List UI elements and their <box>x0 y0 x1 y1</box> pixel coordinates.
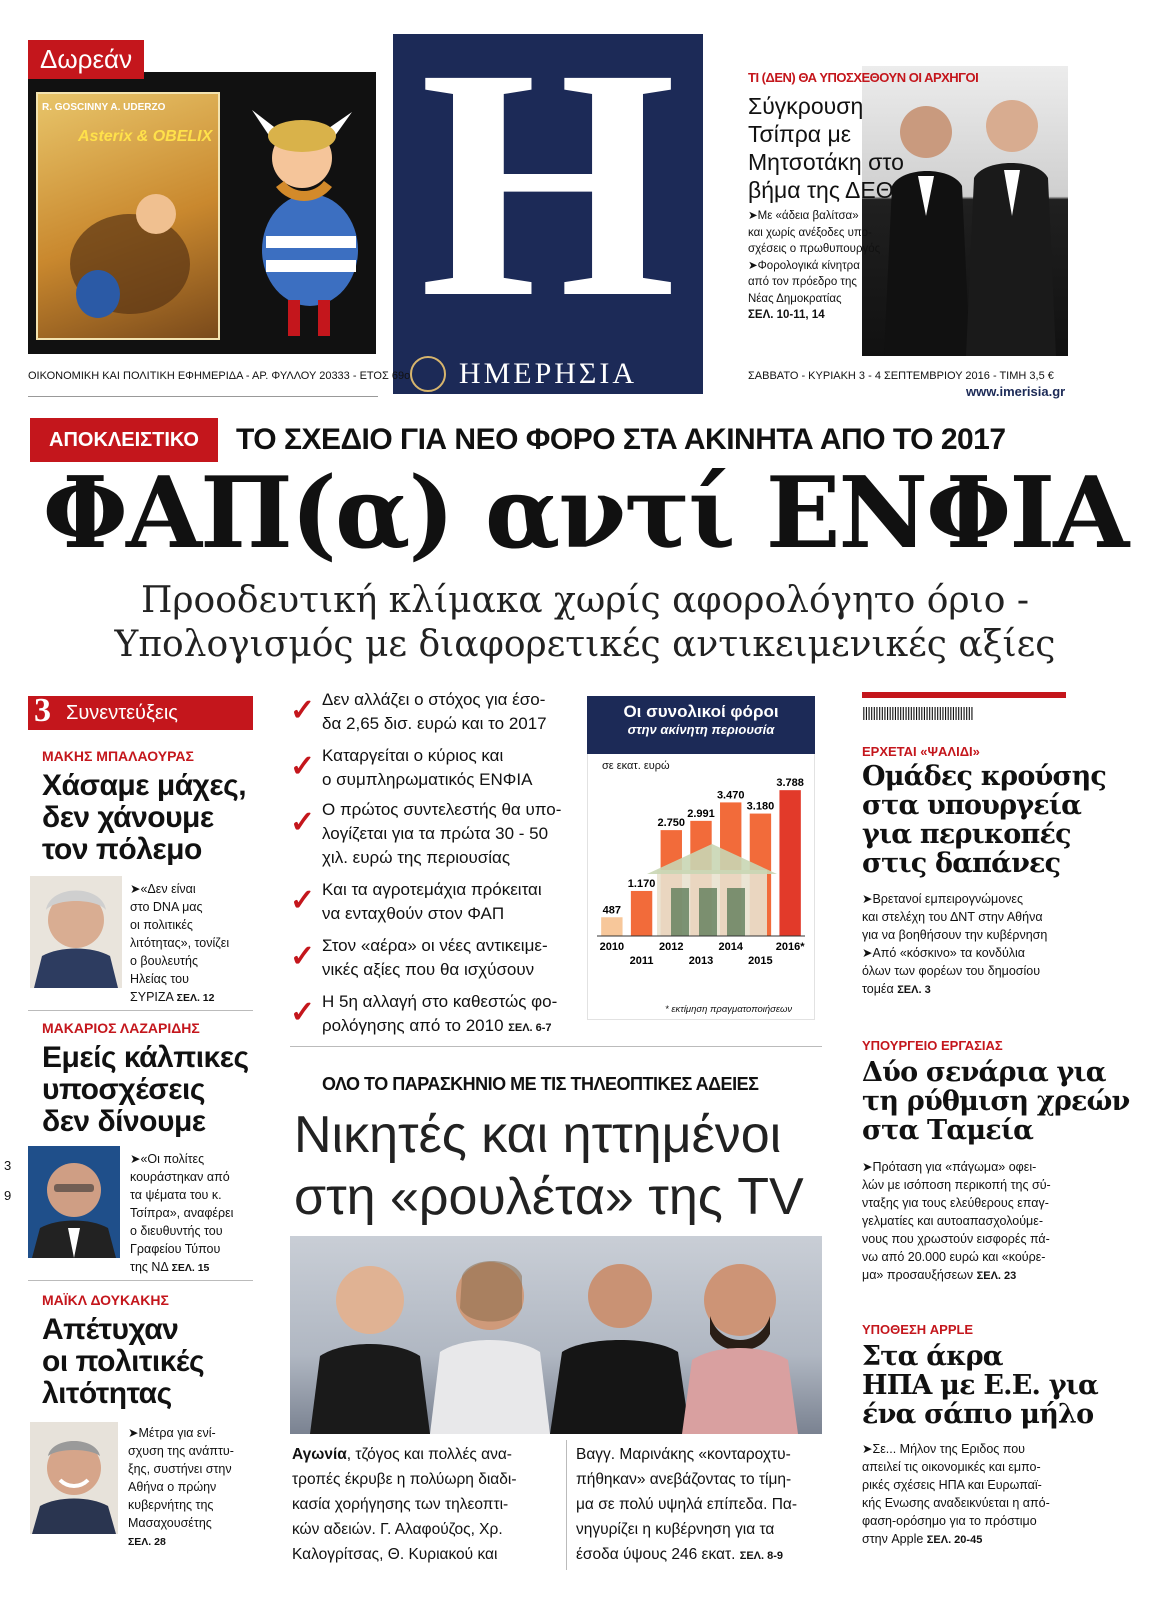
chart-footnote: * εκτίμηση πραγματοποιήσεων <box>665 1004 793 1015</box>
right-story-2-text-line: νω από 20.000 ευρώ και «κούρε- <box>862 1250 1046 1264</box>
right-story-2-text-line: νταξης για τους ελεύθερους επαγ- <box>862 1196 1049 1210</box>
top-story-summary-line: ➤Φορολογικά κίνητρα <box>748 259 860 272</box>
masthead-dateline: ΣΑΒΒΑΤΟ - ΚΥΡΙΑΚΗ 3 - 4 ΣΕΠΤΕΜΒΡΙΟΥ 2016 - ΤΙΜΗ 3,5 € <box>748 370 1054 382</box>
exclusive-badge: ΑΠΟΚΛΕΙΣΤΙΚΟ <box>30 418 218 462</box>
interview-3-portrait <box>30 1422 118 1534</box>
chart-title: Οι συνολικοί φόροι <box>623 702 779 721</box>
checkmark-icon: ✓ <box>290 806 316 839</box>
bullet-6 <box>322 990 557 1040</box>
right-column-rule <box>862 692 1066 698</box>
checkmark-icon: ✓ <box>290 996 316 1029</box>
right-story-3-title-line: ΗΠΑ με Ε.Ε. για <box>862 1370 1098 1401</box>
bullet-line: Στον «αέρα» οι νέες αντικειμε- <box>322 936 548 955</box>
lead-overline: ΤΟ ΣΧΕΔΙΟ ΓΙΑ ΝΕΟ ΦΟΡΟ ΣΤΑ ΑΚΙΝΗΤΑ ΑΠΟ ΤΟ 2017 <box>236 423 1006 456</box>
interview-1-quote-line: ο βουλευτής <box>130 954 198 968</box>
right-story-2-text-line: μα» προσαυξήσεων <box>862 1268 974 1282</box>
tv-story-divider <box>290 1046 822 1047</box>
right-story-2-title-line: στα Ταμεία <box>862 1115 1034 1146</box>
interview-3-quote-line: ξης, συστήνει στην <box>128 1462 232 1476</box>
interview-1-quote <box>130 880 229 1007</box>
interview-2-quote-line: τα ψέματα του κ. <box>130 1188 222 1202</box>
book-authors: R. GOSCINNY A. UDERZO <box>42 102 166 113</box>
checkmark-icon: ✓ <box>290 940 316 973</box>
masthead-title: ΗΜΕΡΗΣΙΑ <box>458 357 638 390</box>
right-story-3-kicker: ΥΠΟΘΕΣΗ APPLE <box>862 1322 974 1337</box>
bullet-5 <box>322 934 548 982</box>
interview-2-title-line: Εμείς κάλπικες <box>42 1041 249 1074</box>
interview-1-quote-line: ΣΥΡΙΖΑ <box>130 990 174 1004</box>
tv-story-line: Καλογρίτσας, Θ. Κυριακού και <box>292 1546 498 1563</box>
tv-story-col-1 <box>292 1442 554 1567</box>
right-story-3-title-line: Στα άκρα <box>862 1341 1003 1372</box>
checkmark-icon: ✓ <box>290 884 316 917</box>
right-story-2-text-line: ➤Πρόταση για «πάγωμα» οφει- <box>862 1160 1037 1174</box>
right-story-1-title-line: στις δαπάνες <box>862 848 1061 879</box>
interview-3-quote-line: Αθήνα ο πρώην <box>128 1480 217 1494</box>
top-story-title-line: βήμα της ΔΕΘ <box>748 177 894 203</box>
tv-story-line: τροπές έκρυβε η πολύωρη διαδι- <box>292 1471 517 1488</box>
tv-owners-figures <box>290 1236 822 1434</box>
interview-2-quote-line: κουράστηκαν από <box>130 1170 230 1184</box>
right-story-1-title-line: Ομάδες κρούσης <box>862 761 1107 792</box>
top-story-kicker: ΤΙ (ΔΕΝ) ΘΑ ΥΠΟΣΧΕΘΟΥΝ ΟΙ ΑΡΧΗΓΟΙ <box>748 70 979 85</box>
interview-2-quote-line: Γραφείου Τύπου <box>130 1242 221 1256</box>
bullet-3 <box>322 798 561 870</box>
chart-category-label: 2011 <box>629 955 654 967</box>
interview-1-quote-line: λιτότητας», τονίζει <box>130 936 230 950</box>
chart-value-label: 3.788 <box>776 777 804 790</box>
tv-story-line: , τζόγος και πολλές ανα- <box>346 1446 512 1463</box>
bullet-line: ρολόγησης από το 2010 <box>322 1016 504 1035</box>
interview-3-name: ΜΑΪΚΛ ΔΟΥΚΑΚΗΣ <box>42 1292 169 1308</box>
right-story-1-text-line: όλων των φορέων του δημοσίου <box>862 964 1041 978</box>
chart-value-label: 487 <box>602 904 622 917</box>
interview-1-title-line: Χάσαμε μάχες, <box>42 769 247 802</box>
interview-2-name: ΜΑΚΑΡΙΟΣ ΛΑΖΑΡΙΔΗΣ <box>42 1020 200 1036</box>
interview-1-title-line: τον πόλεμο <box>42 833 202 866</box>
right-story-3-text-line: ρικές σχέσεις ΗΠΑ και Ευρωπαϊ- <box>862 1478 1042 1492</box>
right-story-3-text-line: στην Apple <box>862 1532 924 1546</box>
interview-2-pages[interactable]: ΣΕΛ. 15 <box>171 1262 210 1274</box>
bullet-line: Καταργείται ο κύριος και <box>322 746 504 765</box>
lead-headline[interactable]: ΦΑΠ(α) αντί ΕΝΦΙΑ <box>42 456 1128 571</box>
interview-2-title-line: υποσχέσεις <box>42 1073 205 1106</box>
interview-1-title-line: δεν χάνουμε <box>42 801 214 834</box>
right-story-1-title-line: στα υπουργεία <box>862 790 1082 821</box>
bullet-line: Η 5η αλλαγή στο καθεστώς φο- <box>322 992 558 1011</box>
right-story-1-text-line: και στελέχη του ΔΝΤ στην Αθήνα <box>862 910 1043 924</box>
interviews-count: 3 <box>34 692 51 729</box>
chart-category-label: 2015 <box>748 955 773 967</box>
right-story-3-title-line: ένα σάπιο μήλο <box>862 1399 1094 1430</box>
bullet-line: Και τα αγροτεμάχια πρόκειται <box>322 880 542 899</box>
interview-2-quote-line: Τσίπρα», αναφέρει <box>130 1206 234 1220</box>
interview-2-title[interactable] <box>42 1042 249 1138</box>
interview-2-portrait <box>28 1146 120 1258</box>
book-series-logo: Asterix & OBELIX <box>78 128 213 145</box>
tv-story-line: έσοδα ύψους 246 εκατ. <box>576 1546 736 1563</box>
bullet-line: Ο πρώτος συντελεστής θα υπο- <box>322 800 562 819</box>
promo-free-badge: Δωρεάν <box>28 40 144 79</box>
checkmark-icon: ✓ <box>290 694 316 727</box>
interview-1-portrait <box>30 876 122 988</box>
right-story-1-kicker: ΕΡΧΕΤΑΙ «ΨΑΛΙΔΙ» <box>862 744 980 759</box>
right-story-2-kicker: ΥΠΟΥΡΓΕΙΟ ΕΡΓΑΣΙΑΣ <box>862 1038 1003 1053</box>
tv-story-kicker: ΟΛΟ ΤΟ ΠΑΡΑΣΚΗΝΙΟ ΜΕ ΤΙΣ ΤΗΛΕΟΠΤΙΚΕΣ ΑΔΕΙΕΣ <box>322 1074 759 1094</box>
right-story-2-text-line: νους που χρωστούν εισφορές πά- <box>862 1232 1050 1246</box>
top-story-summary-line: και χωρίς ανέξοδες υπο- <box>748 226 872 239</box>
bullet-line: χιλ. ευρώ της περιουσίας <box>322 848 511 867</box>
tv-story-line: Βαγγ. Μαρινάκης «κονταροχτυ- <box>576 1446 791 1463</box>
bullet-line: δα 2,65 δισ. ευρώ και το 2017 <box>322 714 547 733</box>
top-story-title-line: Μητσοτάκη στο <box>748 149 904 175</box>
tv-story-title[interactable] <box>294 1104 804 1228</box>
chart-value-label: 2.991 <box>687 807 715 820</box>
masthead-logo-letter: Η <box>419 1 677 366</box>
bullet-line: να ενταχθούν στον ΦΑΠ <box>322 904 505 923</box>
tv-story-col-2 <box>576 1442 826 1569</box>
masthead-divider-left <box>28 396 378 397</box>
interviews-divider <box>28 1010 253 1011</box>
right-story-3-pages[interactable]: ΣΕΛ. 20-45 <box>926 1534 983 1546</box>
bullet-line: λογίζεται για τα πρώτα 30 - 50 <box>322 824 549 843</box>
tv-story-column-rule <box>566 1440 567 1570</box>
right-story-1-title[interactable] <box>862 762 1106 878</box>
right-story-1-text-line: ➤Βρετανοί εμπειρογνώμονες <box>862 892 1024 906</box>
chart-bar <box>631 891 652 936</box>
interview-3-pages[interactable]: ΣΕΛ. 28 <box>128 1536 166 1548</box>
top-story-summary-line: Νέας Δημοκρατίας <box>748 292 842 305</box>
top-story-title[interactable] <box>748 92 904 204</box>
bullet-2 <box>322 744 532 792</box>
bullet-1 <box>322 688 547 736</box>
chart-value-label: 2.750 <box>657 817 686 830</box>
bullet-4 <box>322 878 542 926</box>
bullet-6-pages[interactable]: ΣΕΛ. 6-7 <box>508 1022 552 1034</box>
asterix-book-cover <box>36 92 220 340</box>
interview-3-title-line: λιτότητας <box>42 1377 172 1410</box>
bullet-line: νικές αξίες που θα ισχύσουν <box>322 960 535 979</box>
right-story-3-text-line: απειλεί τις οικονομικές και εμπο- <box>862 1460 1041 1474</box>
right-story-1-pages[interactable]: ΣΕΛ. 3 <box>897 984 931 996</box>
masthead-tagline: ΟΙΚΟΝΟΜΙΚΗ ΚΑΙ ΠΟΛΙΤΙΚΗ ΕΦΗΜΕΡΙΔΑ - ΑΡ. ΦΥΛΛΟΥ 20333 - ΕΤΟΣ 69ο <box>28 370 411 382</box>
interview-3-title-line: Απέτυχαν <box>42 1313 179 1346</box>
tv-story-line: νηγυρίζει η κυβέρνηση για τα <box>576 1521 775 1538</box>
right-story-3-title[interactable] <box>862 1342 1098 1429</box>
interview-2-quote <box>130 1150 233 1277</box>
tv-story-line: κασία χορήγησης των τηλεοπτι- <box>292 1496 509 1513</box>
chart-value-label: 1.170 <box>627 877 656 890</box>
tax-chart-header <box>587 696 815 754</box>
interview-1-name: ΜΑΚΗΣ ΜΠΑΛΑΟΥΡΑΣ <box>42 748 194 764</box>
interview-3-quote-line: σχυση της ανάπτυ- <box>128 1444 234 1458</box>
tv-story-lead-word: Αγωνία <box>292 1446 347 1463</box>
right-story-1-title-line: για περικοπές <box>862 819 1071 850</box>
top-story-title-line: Σύγκρουση <box>748 93 864 119</box>
bullet-line: ο συμπληρωματικός ΕΝΦΙΑ <box>322 770 533 789</box>
lead-subhead-1: Προοδευτική κλίμακα χωρίς αφορολόγητο όριο - <box>141 580 1029 621</box>
top-story-title-line: Τσίπρα με <box>748 121 851 147</box>
interview-2-quote-line: ➤«Οι πολίτες <box>130 1152 205 1166</box>
chart-category-label: 2012 <box>659 941 684 953</box>
tv-owners-photo <box>290 1236 822 1434</box>
right-story-3-text-line: φαση-ορόσημο για το πρόστιμο <box>862 1514 1037 1528</box>
interview-1-title[interactable] <box>42 770 246 866</box>
tv-story-pages[interactable]: ΣΕΛ. 8-9 <box>739 1550 784 1562</box>
interviews-header <box>28 692 253 730</box>
top-story-summary-line: από τον πρόεδρο της <box>748 276 857 288</box>
interview-1-quote-line: οι πολιτικές <box>130 918 193 932</box>
chart-value-label: 3.470 <box>716 789 745 802</box>
right-story-2-title[interactable] <box>862 1058 1129 1145</box>
tv-story-title-line: στη «ρουλέτα» της TV <box>294 1168 804 1226</box>
right-story-1-text-line: για να βοηθήσουν την κυβέρνηση <box>862 928 1048 942</box>
edge-mark: 9 <box>4 1188 12 1203</box>
tv-story-line: πήθηκαν» ανεβάζοντας το τίμη- <box>576 1471 792 1488</box>
interview-3-quote-line: Μασαχουσέτης <box>128 1516 212 1530</box>
interviews-divider <box>28 1280 253 1281</box>
right-story-1-text-line: τομέα <box>862 982 894 996</box>
chart-category-label: 2010 <box>599 941 625 953</box>
chart-subtitle: στην ακίνητη περιουσία <box>627 722 775 737</box>
top-story-summary <box>748 208 880 324</box>
lead-subhead-2: Υπολογισμός με διαφορετικές αντικειμενικές αξίες <box>114 624 1056 665</box>
right-story-2-text-line: γελματίες και αυτοαπασχολούμε- <box>862 1214 1043 1228</box>
right-story-3-text <box>862 1440 1050 1549</box>
right-story-3-text-line: ➤Σε... Μήλον της Εριδος που <box>862 1442 1026 1456</box>
right-story-1-text <box>862 890 1047 999</box>
interview-3-quote <box>128 1424 234 1551</box>
right-story-2-title-line: τη ρύθμιση χρεών <box>862 1086 1130 1117</box>
interview-2-quote-line: της ΝΔ <box>130 1260 169 1274</box>
chart-category-label: 2016* <box>775 941 805 953</box>
chart-category-label: 2013 <box>688 955 714 967</box>
interview-2-quote-line: ο διευθυντής του <box>130 1224 223 1238</box>
interview-3-title[interactable] <box>42 1314 204 1410</box>
checkmark-icon: ✓ <box>290 750 316 783</box>
chart-category-label: 2014 <box>718 941 743 953</box>
interview-1-pages[interactable]: ΣΕΛ. 12 <box>176 992 215 1004</box>
chart-ylabel: σε εκατ. ευρώ <box>602 760 670 772</box>
right-story-1-text-line: ➤Από «κόσκινο» τα κονδύλια <box>862 946 1026 960</box>
right-story-3-text-line: κής Ενωσης αναδεικνύεται η από- <box>862 1496 1050 1510</box>
interview-3-quote-line: ➤Μέτρα για ενί- <box>128 1426 216 1440</box>
interviews-label: Συνεντεύξεις <box>66 702 178 724</box>
chart-value-label: 3.180 <box>746 800 775 813</box>
masthead-website-link[interactable]: www.imerisia.gr <box>966 384 1066 399</box>
interview-1-quote-line: ➤«Δεν είναι <box>130 882 196 896</box>
tv-story-line: μα σε πολύ υψηλά επίπεδα. Πα- <box>576 1496 798 1513</box>
right-story-2-title-line: Δύο σενάρια για <box>862 1057 1106 1088</box>
interview-2-title-line: δεν δίνουμε <box>42 1105 206 1138</box>
bullet-line: Δεν αλλάζει ο στόχος για έσο- <box>322 690 546 709</box>
chart-plot <box>587 770 815 1020</box>
book-illustration <box>38 94 222 342</box>
obelix-figure <box>232 100 372 340</box>
right-story-2-text <box>862 1158 1051 1285</box>
interview-1-quote-line: Ηλείας του <box>130 972 189 986</box>
chart-bar <box>779 790 800 936</box>
tv-story-title-line: Νικητές και ηττημένοι <box>294 1106 782 1164</box>
barcode: |||||||||||||||||||||||||||||||||||||||||| <box>862 704 973 720</box>
chart-bar <box>601 917 622 936</box>
interview-1-quote-line: στο DNA μας <box>130 900 203 914</box>
top-story-summary-line: ➤Με «άδεια βαλίτσα» <box>748 210 859 222</box>
edge-mark: 3 <box>4 1158 12 1173</box>
interview-3-quote-line: κυβερνήτης της <box>128 1498 214 1512</box>
right-story-2-pages[interactable]: ΣΕΛ. 23 <box>976 1270 1017 1282</box>
top-story-pages[interactable]: ΣΕΛ. 10-11, 14 <box>748 309 825 321</box>
top-story-summary-line: σχέσεις ο πρωθυπουργός <box>748 243 881 255</box>
right-story-2-text-line: λών με ισόποση περικοπή της σύ- <box>862 1178 1051 1192</box>
interview-3-title-line: οι πολιτικές <box>42 1345 205 1378</box>
tv-story-line: κών αδειών. Γ. Αλαφούζος, Χρ. <box>292 1521 503 1538</box>
